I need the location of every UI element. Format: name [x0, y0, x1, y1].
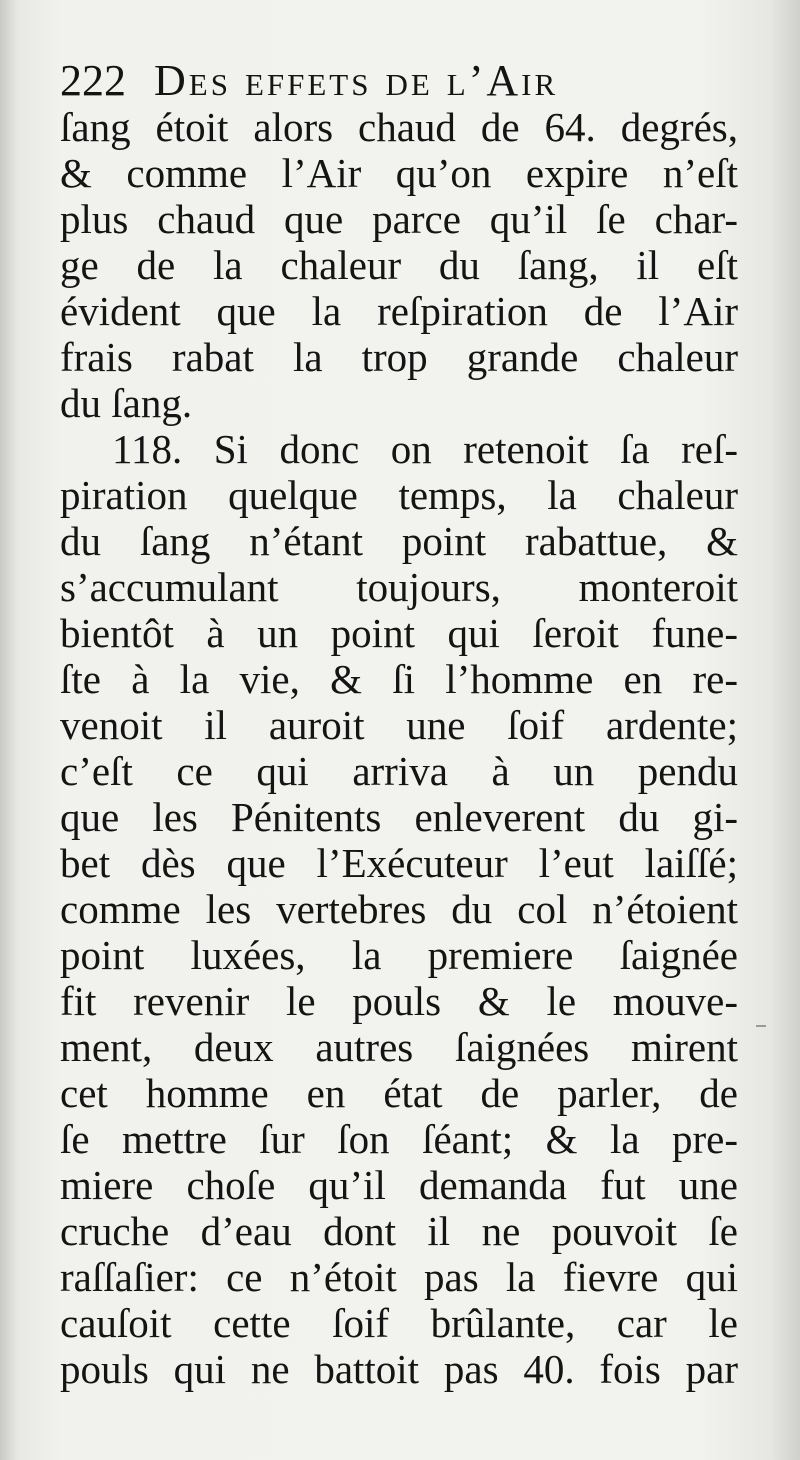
- text-line: bet dès que l’Exécuteur l’eut laiſſé;: [60, 840, 738, 886]
- text-line: point luxées, la premiere ſaignée: [60, 932, 738, 978]
- text-line: comme les vertebres du col n’étoient: [60, 886, 738, 932]
- text-line: ſang étoit alors chaud de 64. degrés,: [60, 104, 738, 150]
- text-line: du ſang n’étant point rabattue, &: [60, 518, 738, 564]
- text-line: du ſang.: [60, 380, 193, 426]
- text-line: miere choſe qu’il demanda fut une: [60, 1162, 738, 1208]
- text-line: pouls qui ne battoit pas 40. fois par: [60, 1346, 738, 1392]
- text-line: fit revenir le pouls & le mouve-: [60, 978, 738, 1024]
- text-line: raſſaſier: ce n’étoit pas la fievre qui: [60, 1254, 738, 1300]
- text-line: cauſoit cette ſoif brûlante, car le: [60, 1300, 738, 1346]
- text-line: s’accumulant toujours, monteroit: [60, 564, 738, 610]
- text-line: ſe mettre ſur ſon ſéant; & la pre-: [60, 1116, 738, 1162]
- text-line: ge de la chaleur du ſang, il eſt: [60, 242, 738, 288]
- text-line: frais rabat la trop grande chaleur: [60, 334, 738, 380]
- text-line: que les Pénitents enleverent du gi-: [60, 794, 738, 840]
- paragraph-118-first-line: 118. Si donc on retenoit ſa reſ-: [112, 426, 738, 472]
- text-line: cet homme en état de parler, de: [60, 1070, 738, 1116]
- print-mark: [756, 1025, 766, 1027]
- text-line: évident que la reſpiration de l’Air: [60, 288, 738, 334]
- text-line: plus chaud que parce qu’il ſe char-: [60, 196, 738, 242]
- text-line: cruche d’eau dont il ne pouvoit ſe: [60, 1208, 738, 1254]
- text-line: venoit il auroit une ſoif ardente;: [60, 702, 738, 748]
- text-line: piration quelque temps, la chaleur: [60, 472, 738, 518]
- running-head: [60, 58, 558, 104]
- text-line: & comme l’Air qu’on expire n’eſt: [60, 150, 738, 196]
- page-number: 222: [60, 56, 126, 105]
- text-line: c’eſt ce qui arriva à un pendu: [60, 748, 738, 794]
- text-line: bientôt à un point qui ſeroit fune-: [60, 610, 738, 656]
- running-title: Des effets de l’Air: [154, 56, 559, 105]
- text-line: ſte à la vie, & ſi l’homme en re-: [60, 656, 738, 702]
- text-line: ment, deux autres ſaignées mirent: [60, 1024, 738, 1070]
